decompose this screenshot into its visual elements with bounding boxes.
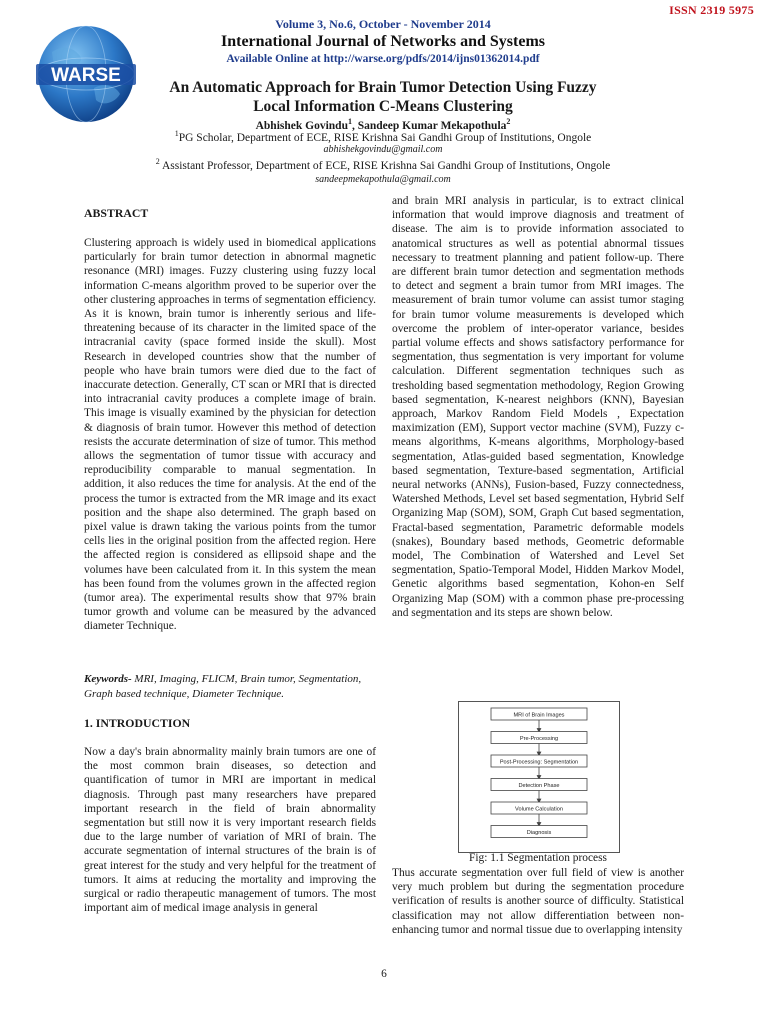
- abstract-heading: [84, 206, 376, 221]
- warse-logo: [34, 22, 138, 126]
- abstract-heading-text: ABSTRACT: [84, 206, 149, 220]
- available-online-url[interactable]: Available Online at http://warse.org/pdfs/2014/ijns01362014.pdf: [226, 53, 540, 65]
- right-column-body: [392, 194, 684, 620]
- right-column-continuation-text: Thus accurate segmentation over full field of view is another very much problem but during the segmentation procedure verification of results is another source of difficulty. Statistical classification may not allow differentiation between non-enhancing tumor and normal tissue due to overlapping intensity: [392, 867, 684, 936]
- author-1: Abhishek Govindu: [255, 119, 348, 132]
- keywords-text: MRI, Imaging, FLICM, Brain tumor, Segmentation, Graph based technique, Diameter Technique.: [84, 673, 362, 700]
- journal-name: International Journal of Networks and Systems: [220, 33, 545, 50]
- title-line-2: Local Information C-Means Clustering: [253, 98, 513, 115]
- affiliation-1-sup: 1: [174, 129, 179, 138]
- introduction-heading: [84, 716, 376, 731]
- author-2-sup: 2: [506, 117, 511, 126]
- globe-logo-icon: [34, 22, 138, 126]
- flowchart-step-label: Volume Calculation: [515, 806, 563, 813]
- keywords-block: [84, 672, 376, 701]
- abstract-text: Clustering approach is widely used in biomedical applications particularly for brain tumor detection in abnormal magnetic resonance (MRI) images. Fuzzy clustering using fuzzy local information C-means algorithm proved to be superior over the other clustering approaches in terms of segmentation efficiency. As it is known, brain tumor is inherently serious and life-threatening because of its character in the limited space of the intracranial cavity (space formed inside the skull). Most Research in developed countries show that the number of people who have brain tumors were died due to the fact of inaccurate detection. Generally, CT scan or MRI that is directed into intracranial cavity produces a complete image of brain. This image is visually examined by the physician for detection & diagnosis of brain tumor. However this method of detection resists the accurate determination of size of tumor. This method allows the segmentation of tumor tissue with accuracy and reproducibility comparable to manual segmentation. In addition, it also reduces the time for analysis. At the end of the process the tumor is extracted from the MR image and its exact position and the shape also determined. The graph based on pixel value is drawn taking the various points from the tumor cells lies in the original position from the affected region. Here the affected region is considered as ellipsoid shape and the volumes have been calculated from it. In this system the mean has been found from the volumes grown in the affected region (tumor area). The experimental results show that 97% brain tumor growth and volume can be measured by the advanced diameter Technique.: [84, 237, 376, 633]
- author-1-sup: 1: [347, 117, 352, 126]
- segmentation-flowchart: [458, 701, 620, 853]
- flowchart-step-label: Pre-Processing: [519, 736, 559, 743]
- title-line-1: An Automatic Approach for Brain Tumor Detection Using Fuzzy: [169, 79, 597, 96]
- introduction-text: Now a day's brain abnormality mainly brain tumors are one of the most common brain diseases, so detection and quantification of tumor in MRI are important in medical diagnosis. Through past many researchers have prepared important research in the field of brain abnormality segmentation but still now it is very important research fields due to the large number of variation of MRI of brain. The accurate segmentation of internal structures of the brain is of great interest for the study and very helpful for the treatment of tumors. It aims at reducing the mortality and improving the surgical or radio therapeutic management of tumors. The most important aim of medical image analysis in general: [84, 746, 376, 915]
- flowchart-step-label: Post-Processing: Segmentation: [499, 759, 579, 766]
- affiliation-1: [130, 129, 636, 144]
- issn-label: ISSN 2319 5975: [669, 3, 754, 17]
- author-separator: ,: [351, 119, 358, 132]
- email-2[interactable]: sandeepmekapothula@gmail.com: [315, 174, 451, 185]
- affiliation-1-text: PG Scholar, Department of ECE, RISE Krishna Sai Gandhi Group of Institutions, Ongole: [178, 131, 592, 144]
- author-2: Sandeep Kumar Mekapothula: [357, 119, 507, 132]
- flowchart-step-label: Detection Phase: [518, 783, 560, 790]
- email-1[interactable]: abhishekgovindu@gmail.com: [323, 144, 443, 155]
- figure-caption: Fig: 1.1 Segmentation process: [469, 852, 607, 864]
- flowchart-step-label: Diagnosis: [526, 830, 552, 837]
- flowchart-diagram: [459, 702, 619, 852]
- affiliation-2-sup: 2: [155, 157, 160, 166]
- page-number: 6: [381, 968, 387, 980]
- volume-line: Volume 3, No.6, October - November 2014: [275, 17, 491, 31]
- right-column-text: and brain MRI analysis in particular, is to extract clinical information that would improve diagnosis and treatment of disease. The aim is to provide information associated to anatomical structures as well as potential abnormal tissues necessary to treatment planning and patient follow-up. There are different brain tumor detection and segmentation methods to detect and segment a brain tumor from MRI images. The measurement of brain tumor volume can assist tumor staging for brain tumor volume measurements is developed which overcome the problem of inter-operator variance, besides partial volume effects and shows satisfactory performance for segmentation, thus segmentation is very important for volume calculation. Different segmentation techniques such as tresholding based segmentation methodology, Region Growing based segmentation, K-nearest neighbors (KNN), Bayesian approach, Markov Random Field Models , Expectation maximization (EM), Support vector machine (SVM), Fuzzy c-means algorithms, K-means algorithms, Morphology-based segmentation, Atlas-guided based segmentation, Knowledge based segmentation, Texture-based segmentation, Artificial neural networks (ANNs), Fusion-based, Fuzzy connectedness, Watershed Methods, Level set based segmentation, Hybrid Self Organizing Map (SOM), SOM, Graph Cut based segmentation, Fractal-based segmentation, Parametric deformable models (snakes), Boundary based methods, Geometric deformable model, The Combination of Watershed and Level Set segmentation, Spatio-Temporal Model, Hidden Markov Model, Genetic algorithms based segmentation, Kohon-en Self Organizing Map (SOM) with a common phase pre-processing and segmentation and its steps are shown below.: [392, 195, 684, 619]
- introduction-body: [84, 745, 376, 915]
- keywords-label: Keywords-: [84, 673, 132, 685]
- affiliation-2-text: Assistant Professor, Department of ECE, RISE Krishna Sai Gandhi Group of Institutions, Ongole: [159, 159, 611, 172]
- abstract-body: [84, 236, 376, 634]
- flowchart-step-label: MRI of Brain Images: [513, 712, 565, 719]
- affiliation-2: [110, 157, 656, 172]
- introduction-heading-text: 1. INTRODUCTION: [84, 716, 191, 730]
- logo-text: WARSE: [51, 65, 121, 86]
- right-column-continuation: [392, 866, 684, 937]
- paper-title: [140, 78, 626, 116]
